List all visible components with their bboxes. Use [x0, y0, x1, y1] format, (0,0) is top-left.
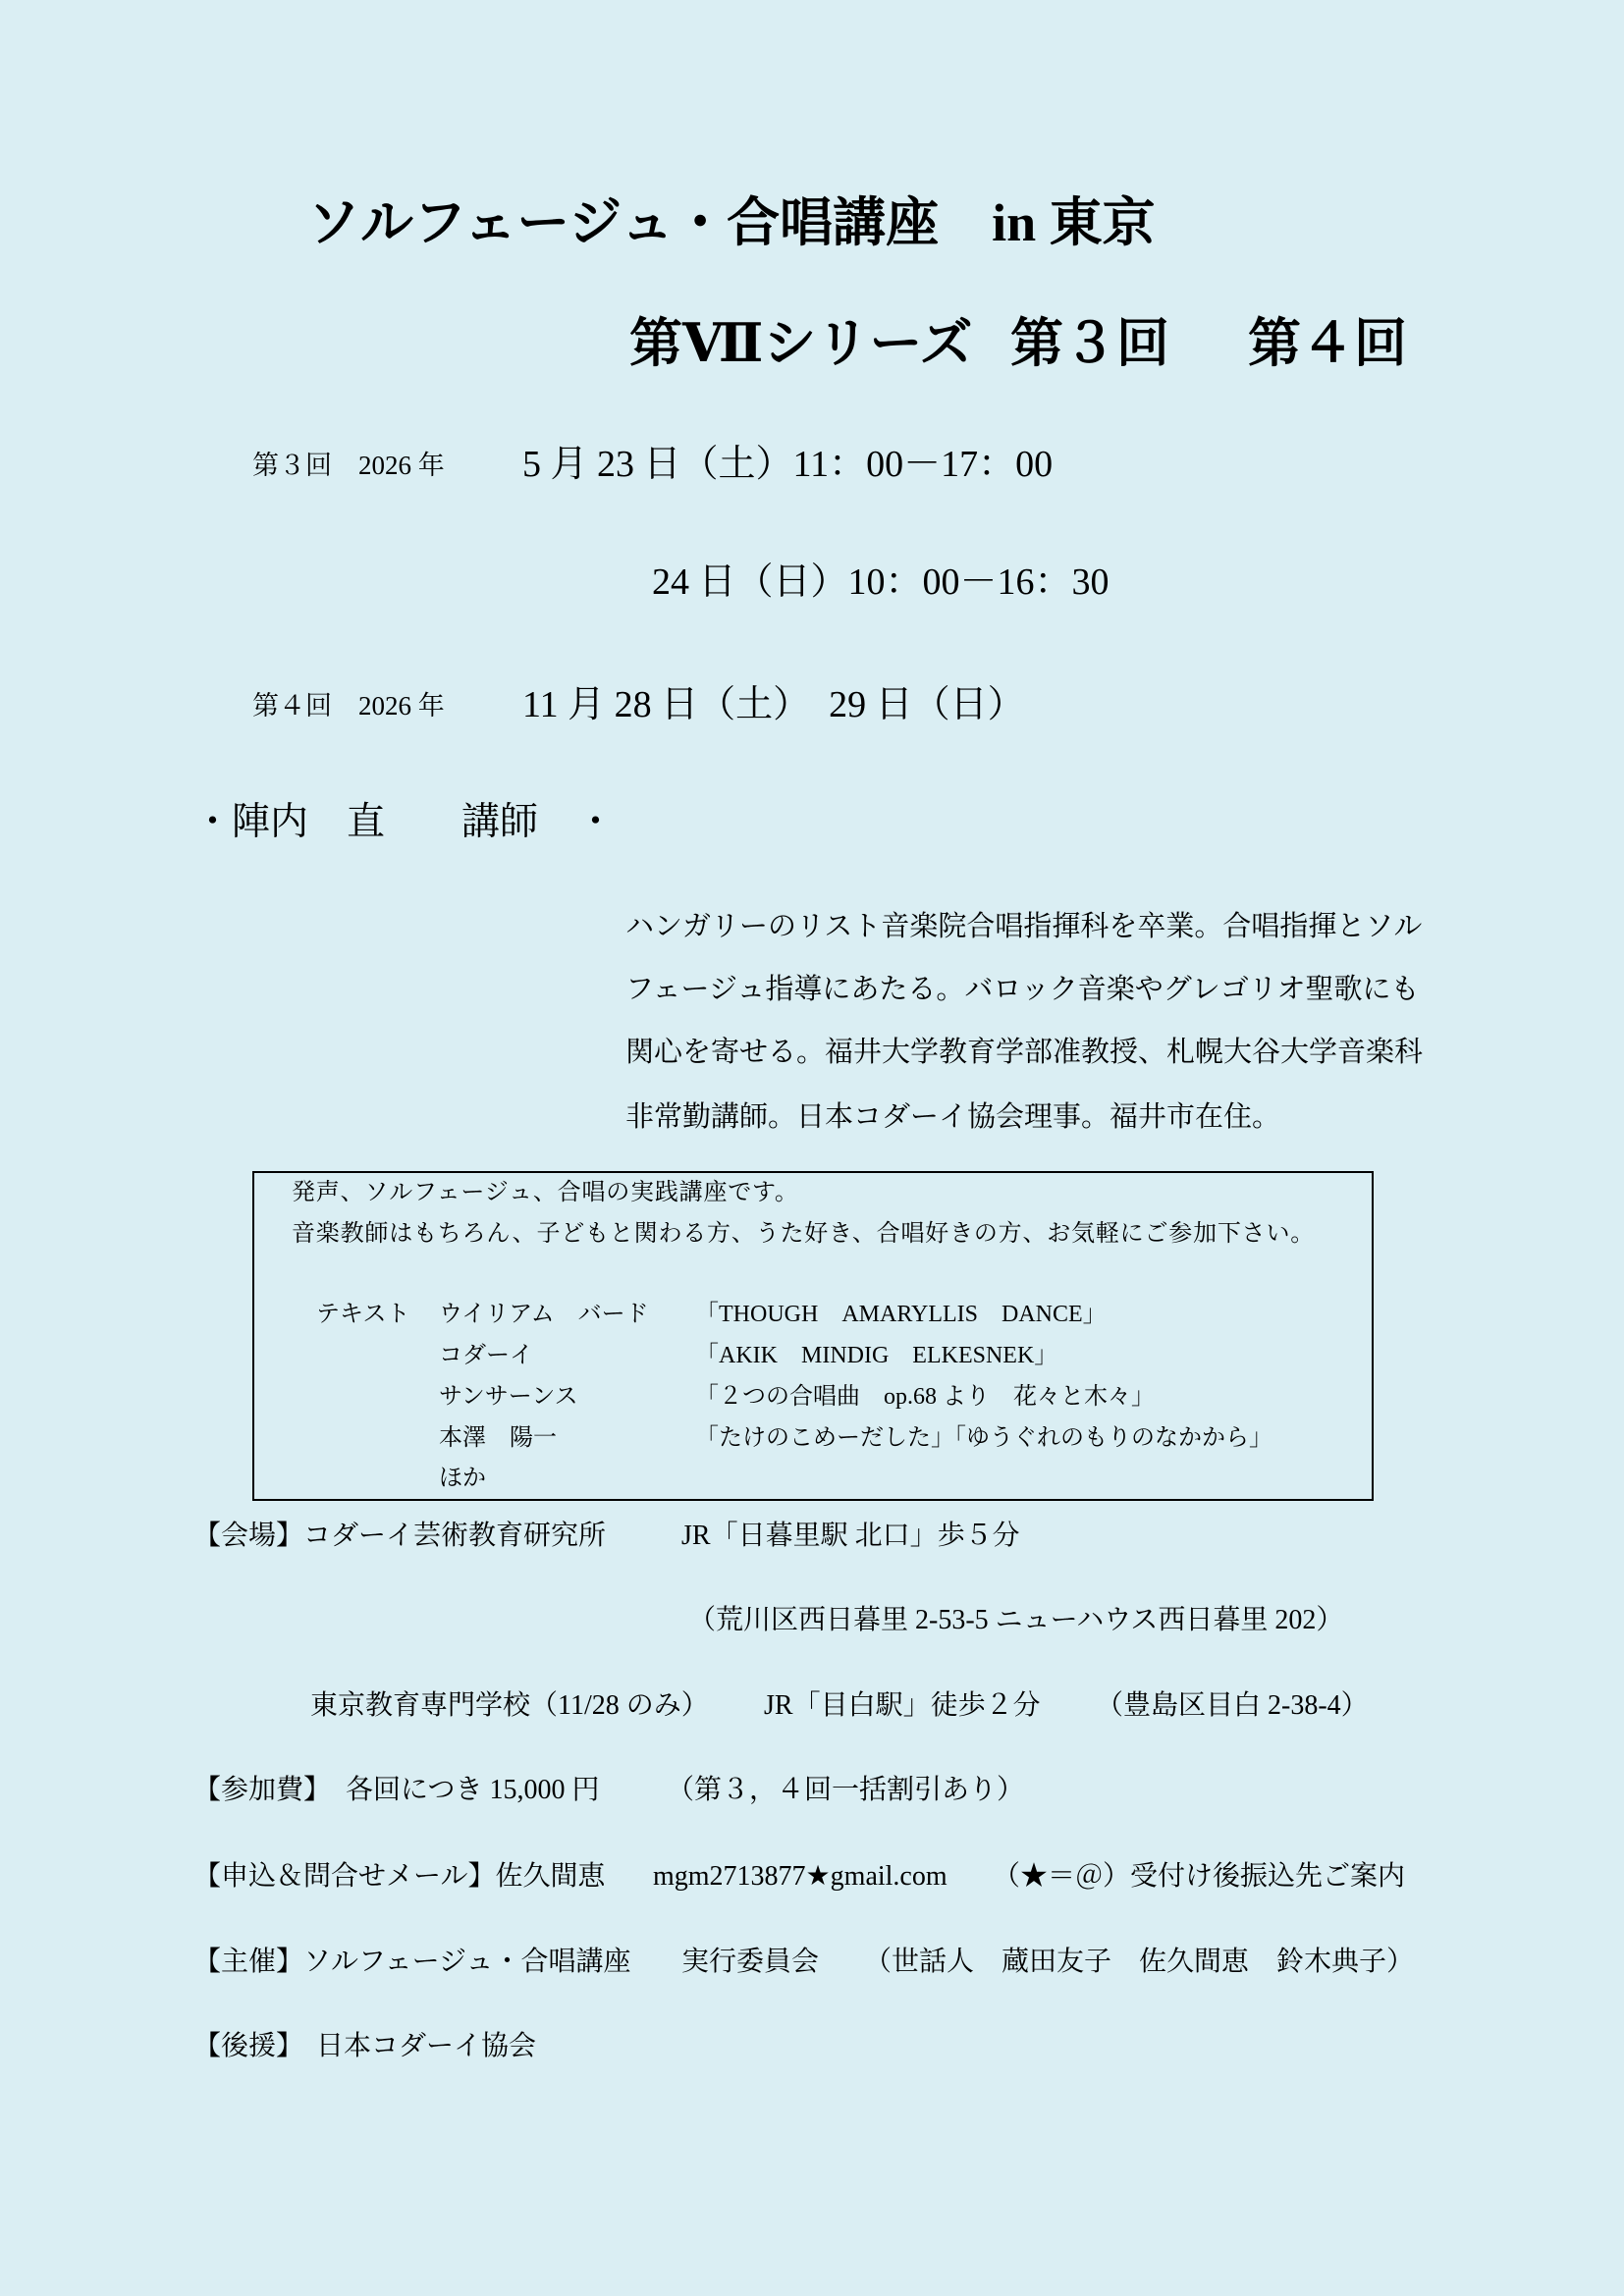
contact-note: （★＝＠）受付け後振込先ご案内: [993, 1861, 1406, 1892]
venue2-name: 東京教育専門学校（11/28 のみ）: [310, 1690, 709, 1721]
organizer-committee: 実行委員会: [681, 1947, 820, 1977]
instructor-bio-line: ハンガリーのリスト音楽院合唱指揮科を卒業。合唱指揮とソル: [625, 911, 1423, 942]
venue2-address: （豊島区目白 2-38-4）: [1096, 1690, 1369, 1721]
fee-label: 【参加費】: [193, 1775, 332, 1805]
text-composer: コダーイ: [439, 1343, 533, 1368]
contact-email: mgm2713877★gmail.com: [653, 1861, 947, 1892]
venue-address: （荒川区西日暮里 2-53-5 ニューハウス西日暮里 202）: [688, 1605, 1344, 1635]
text-composer: ウイリアム バード: [439, 1302, 649, 1327]
instructor-bio-line: 非常勤講師。日本コダーイ協会理事。福井市在住。: [625, 1101, 1281, 1133]
session-3-day-2: 24 日（日）10：00－16：30: [652, 561, 1110, 603]
series-title: 第Ⅶシリーズ: [629, 314, 973, 373]
text-list-label: テキスト: [316, 1302, 410, 1327]
instructor-bio-line: フェージュ指導にあたる。バロック音楽やグレゴリオ聖歌にも: [625, 974, 1420, 1005]
session-3-label: 第３回 2026 年: [252, 451, 445, 480]
session-3-day-1: 5 月 23 日（土）11：00－17：00: [522, 444, 1054, 485]
contact-label: 【申込＆問合せメール】佐久間恵: [193, 1861, 606, 1892]
text-composer: サンサーンス: [439, 1384, 578, 1410]
venue-label: 【会場】コダーイ芸術教育研究所: [193, 1521, 607, 1551]
fee-note: （第３，４回一括割引あり）: [667, 1775, 1025, 1805]
support-name: 日本コダーイ協会: [316, 2031, 537, 2061]
venue-access: JR「日暮里駅 北口」歩５分: [681, 1521, 1020, 1551]
page-title: ソルフェージュ・合唱講座 in 東京: [307, 193, 1156, 252]
fee-amount: 各回につき 15,000 円: [346, 1775, 600, 1805]
session-3-title: 第３回: [1010, 314, 1169, 373]
venue2-access: JR「目白駅」徒歩２分: [764, 1690, 1041, 1721]
support-label: 【後援】: [193, 2031, 304, 2061]
instructor-bio-line: 関心を寄せる。福井大学教育学部准教授、札幌大谷大学音楽科: [625, 1037, 1424, 1068]
session-4-title: 第４回: [1248, 314, 1407, 373]
intro-line: 音楽教師はもちろん、子どもと関わる方、うた好き、合唱好きの方、お気軽にご参加下さい。: [292, 1221, 1316, 1247]
text-title: 「THOUGH AMARYLLIS DANCE」: [695, 1302, 1107, 1327]
text-title: 「たけのこめーだした」「ゆうぐれのもりのなかから」: [695, 1425, 1272, 1451]
organizer-staff: （世話人 蔵田友子 佐久間恵 鈴木典子）: [864, 1947, 1415, 1977]
session-4-label: 第４回 2026 年: [252, 691, 445, 721]
intro-line: 発声、ソルフェージュ、合唱の実践講座です。: [292, 1180, 799, 1205]
text-title: 「２つの合唱曲 op.68 より 花々と木々」: [695, 1384, 1155, 1410]
text-title: 「AKIK MINDIG ELKESNEK」: [695, 1343, 1058, 1368]
text-composer: 本澤 陽一: [439, 1425, 557, 1451]
text-composer: ほか: [439, 1466, 486, 1491]
session-4-dates: 11 月 28 日（土） 29 日（日）: [522, 684, 1025, 725]
instructor-heading: ・陣内 直 講師 ・: [193, 801, 616, 843]
organizer-label: 【主催】ソルフェージュ・合唱講座: [193, 1947, 631, 1977]
